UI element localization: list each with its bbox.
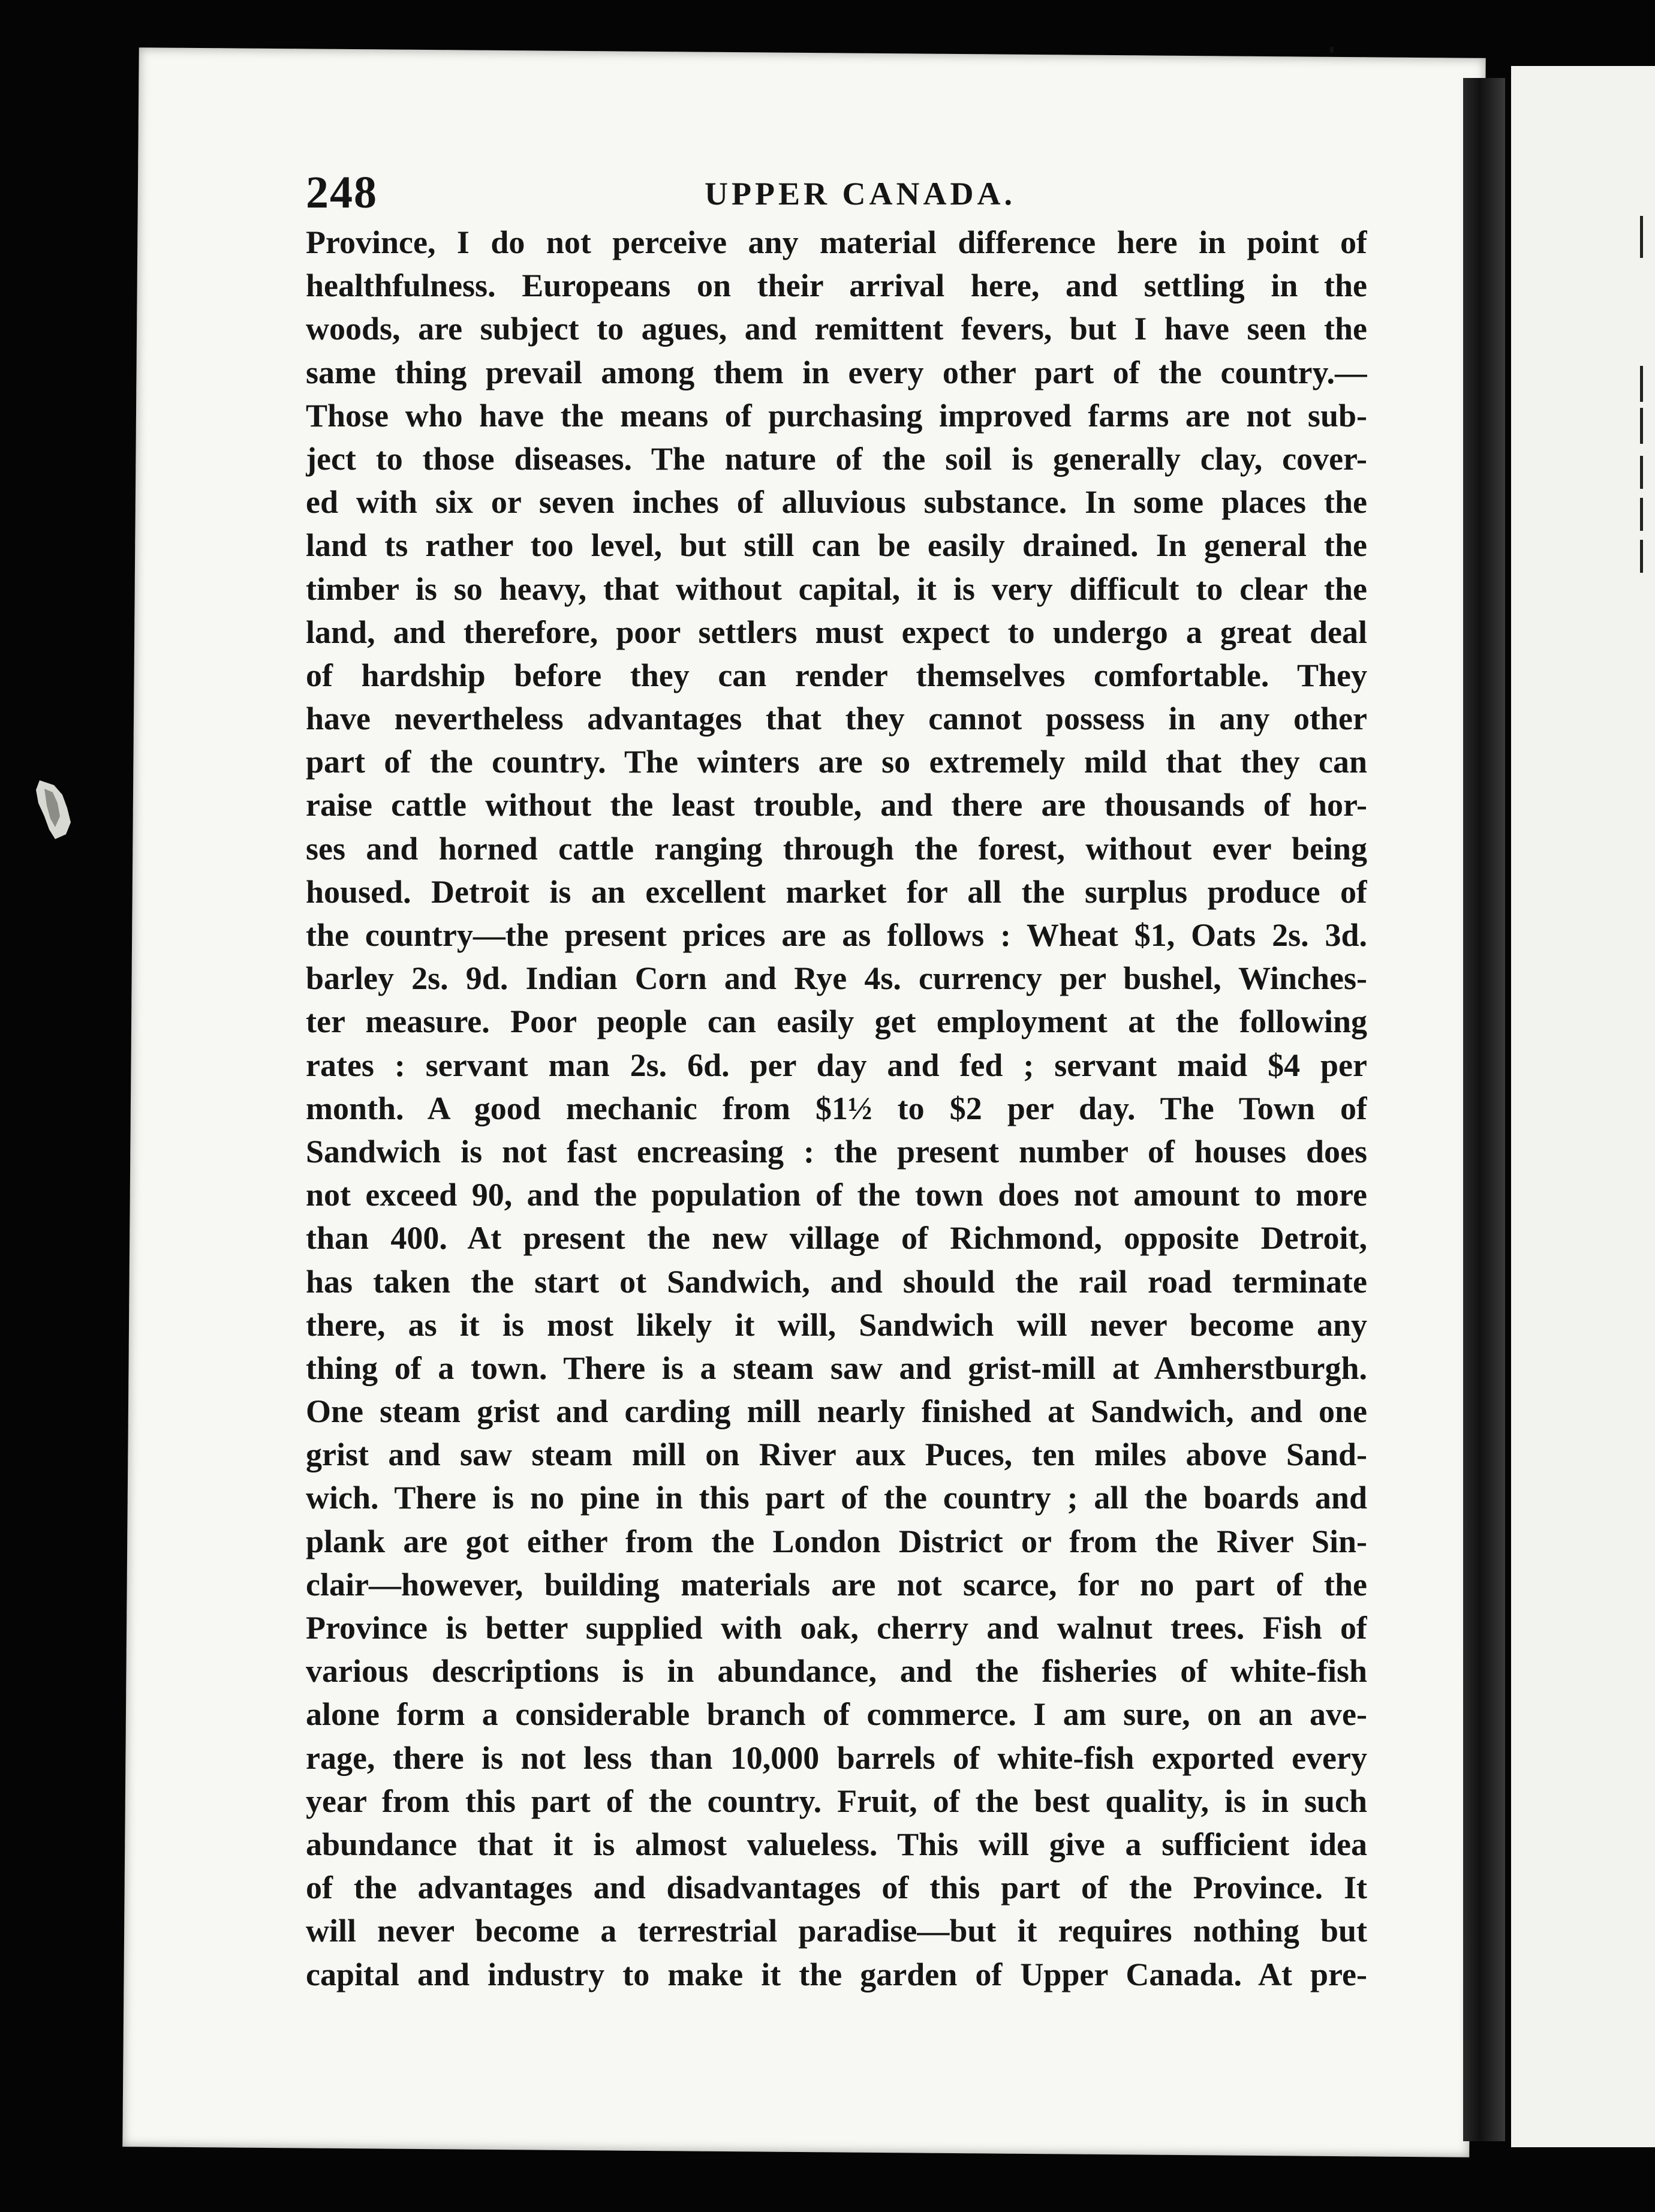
- facing-page-text-fragment: [1640, 408, 1643, 444]
- text-line: grist and saw steam mill on River aux Puces, ten miles above Sand-: [306, 1436, 1367, 1473]
- text-line: abundance that it is almost valueless. This will give a sufficient idea: [306, 1826, 1367, 1862]
- text-line: ject to those diseases. The nature of the soil is generally clay, cover-: [306, 440, 1367, 477]
- text-line: alone form a considerable branch of commerce. I am sure, on an ave-: [306, 1696, 1367, 1733]
- text-line: than 400. At present the new village of Richmond, opposite Detroit,: [306, 1220, 1367, 1257]
- text-line: timber is so heavy, that without capital, it is very difficult to clear the: [306, 570, 1367, 607]
- text-line: raise cattle without the least trouble, and there are thousands of hor-: [306, 787, 1367, 824]
- page-header: [306, 167, 1373, 221]
- text-line: same thing prevail among them in every other part of the country.—: [306, 354, 1367, 390]
- facing-page-text-fragment: [1640, 540, 1643, 573]
- text-line: various descriptions is in abundance, and the fisheries of white-fish: [306, 1653, 1367, 1690]
- text-line: housed. Detroit is an excellent market for all the surplus produce of: [306, 873, 1367, 910]
- text-line: ses and horned cattle ranging through the forest, without ever being: [306, 830, 1367, 867]
- text-line: Those who have the means of purchasing improved farms are not sub-: [306, 397, 1367, 434]
- text-line: the country—the present prices are as follows : Wheat $1, Oats 2s. 3d.: [306, 917, 1367, 953]
- text-line: will never become a terrestrial paradise—but it requires nothing but: [306, 1913, 1367, 1949]
- body-text: [306, 221, 1367, 1996]
- text-line: ter measure. Poor people can easily get employment at the following: [306, 1003, 1367, 1040]
- facing-page-text-fragment: [1640, 456, 1643, 489]
- text-line: not exceed 90, and the population of the town does not amount to more: [306, 1177, 1367, 1213]
- text-line: capital and industry to make it the garden of Upper Canada. At pre-: [306, 1956, 1367, 1992]
- text-line: year from this part of the country. Fruit, of the best quality, is in such: [306, 1783, 1367, 1819]
- margin-speck-artifact: [31, 777, 79, 843]
- facing-page-edge: [1511, 66, 1655, 2147]
- text-line: wich. There is no pine in this part of the country ; all the boards and: [306, 1480, 1367, 1516]
- text-line: Province, I do not perceive any material difference here in point of: [306, 224, 1367, 260]
- text-line: has taken the start ot Sandwich, and should the rail road terminate: [306, 1263, 1367, 1300]
- text-line: of the advantages and disadvantages of this part of the Province. It: [306, 1870, 1367, 1906]
- text-line: have nevertheless advantages that they cannot possess in any other: [306, 701, 1367, 737]
- text-line: woods, are subject to agues, and remittent fevers, but I have seen the: [306, 311, 1367, 347]
- facing-page-text-fragment: [1640, 366, 1643, 402]
- text-line: rates : servant man 2s. 6d. per day and fed ; servant maid $4 per: [306, 1047, 1367, 1083]
- facing-page-text-fragment: [1640, 216, 1643, 258]
- running-head: UPPER CANADA.: [705, 176, 1016, 212]
- page-number: 248: [306, 167, 378, 218]
- text-line: month. A good mechanic from $1½ to $2 per day. The Town of: [306, 1090, 1367, 1126]
- text-line: One steam grist and carding mill nearly finished at Sandwich, and one: [306, 1393, 1367, 1430]
- text-line: there, as it is most likely it will, Sandwich will never become any: [306, 1306, 1367, 1343]
- text-line: thing of a town. There is a steam saw and grist-mill at Amherstburgh.: [306, 1350, 1367, 1386]
- text-line: barley 2s. 9d. Indian Corn and Rye 4s. currency per bushel, Winches-: [306, 960, 1367, 997]
- text-line: clair—however, building materials are not scarce, for no part of the: [306, 1566, 1367, 1603]
- facing-page-text-fragment: [1640, 498, 1643, 531]
- text-line: part of the country. The winters are so extremely mild that they can: [306, 744, 1367, 780]
- text-line: land ts rather too level, but still can be easily drained. In general the: [306, 527, 1367, 564]
- text-line: land, and therefore, poor settlers must expect to undergo a great deal: [306, 614, 1367, 650]
- text-line: Sandwich is not fast encreasing : the present number of houses does: [306, 1133, 1367, 1170]
- text-line: of hardship before they can render themselves comfortable. They: [306, 657, 1367, 693]
- text-line: ed with six or seven inches of alluvious substance. In some places the: [306, 484, 1367, 521]
- text-line: rage, there is not less than 10,000 barrels of white-fish exported every: [306, 1739, 1367, 1776]
- text-line: plank are got either from the London District or from the River Sin-: [306, 1523, 1367, 1559]
- text-line: Province is better supplied with oak, cherry and walnut trees. Fish of: [306, 1610, 1367, 1646]
- binding-gutter: [1463, 78, 1505, 2141]
- text-line: healthfulness. Europeans on their arrival here, and settling in the: [306, 268, 1367, 304]
- scan-artifact-mark: [1330, 47, 1334, 53]
